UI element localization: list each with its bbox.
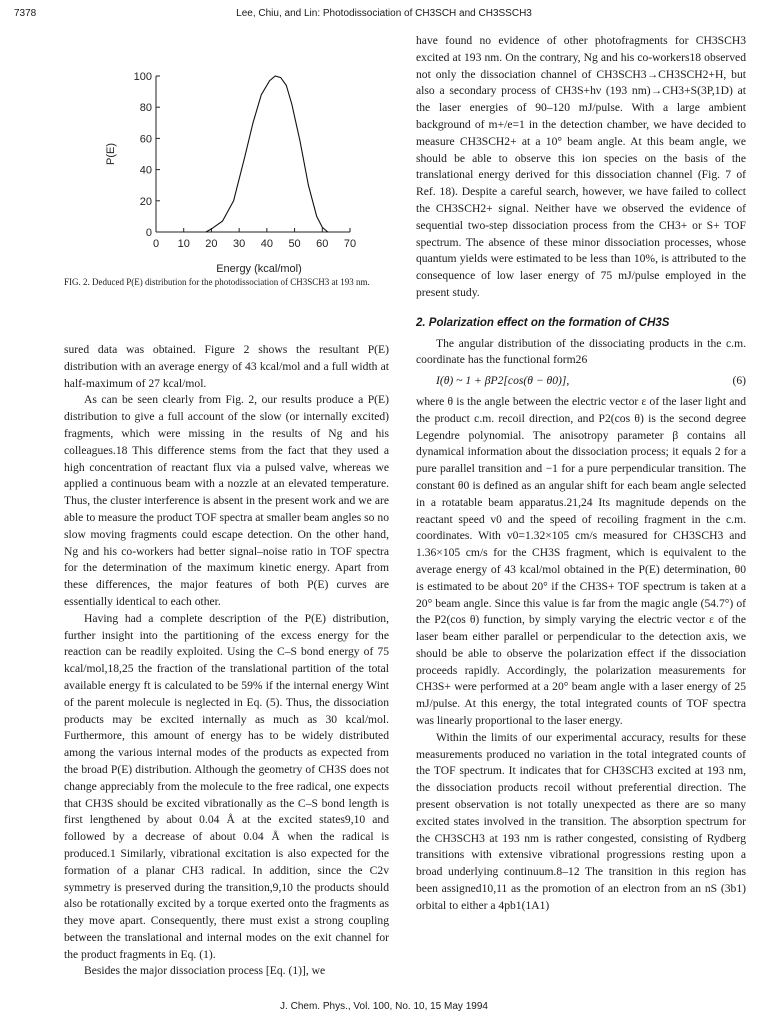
page-number: 7378	[14, 8, 37, 19]
x-tick-label: 40	[260, 238, 273, 250]
paragraph: As can be seen clearly from Fig. 2, our results produce a P(E) distribution to give a full account of the slow (or internally excited) fragments, which were missing in the results of Ng and his colleagues.18 This difference stems from the fact that they used a high concentration of reactant flux via a pulsed valve, whereas we applied a continuous beam with a nozzle at an elevated temperature. Thus, the cluster interference is absent in the present work and we are able to measure the product TOF spectra at smaller beam angles so no slow moving fragments could escape detection. On the other hand, Ng and his co-workers had better signal–noise ratio in TOF spectra for the determination of the maximum kinetic energy. Apart from these differences, the major features of both P(E) curves are essentially identical to each other.	[64, 393, 389, 608]
y-tick-label: 40	[139, 164, 152, 177]
pe-distribution-curve	[206, 76, 328, 232]
x-tick-label: 50	[288, 238, 301, 250]
x-tick-label: 20	[205, 238, 218, 250]
y-tick-label: 0	[145, 227, 152, 239]
pe-distribution-chart	[64, 60, 389, 275]
equation-6	[416, 373, 746, 390]
paragraph: sured data was obtained. Figure 2 shows the resultant P(E) distribution with an average energy of 43 kcal/mol and a full width at half-maximum of 27 kcal/mol.	[64, 343, 389, 390]
x-tick-label: 0	[152, 238, 160, 250]
right-column	[416, 33, 746, 915]
left-column	[64, 342, 389, 980]
paragraph: where θ is the angle between the electric vector ε of the laser light and the product c.m. recoil direction, and P2(cos θ) is the second degree Legendre polynomial. The anisotropy parameter β contains all dynamical information about the dissociation process; it equals 2 for a pure parallel transition and −1 for a pure perpendicular transition. The constant θ0 is defined as an angular shift for each beam angle selected in a rotatable beam apparatus.21,24 Its magnitude depends on the reactant speed v0 and the speed of recoiling fragment in the c.m. coordinates. With v0=1.32×105 cm/s measured for CH3SCH3 and 1.36×105 cm/s for the CH3S fragment, which is equivalent to the average energy of 43 kcal/mol obtained in the P(E) determination, θ0 is estimated to be about 20° if the CH3S+ TOF spectrum is taken at a 20° beam angle. Since this value is far from the magic angle (54.7°) of the P2(cos θ) function, by simply varying the electric vector ε of the laser beam either parallel or perpendicular to the detection axis, we should be able to observe the polarization effect if the dissociation proceeds rapidly. Accordingly, the polarization measurements for CH3S+ were performed at a 20° beam angle with a laser energy of 25 mJ/pulse. At this energy, the total integrated counts of TOF spectra was linearly proportional to the laser energy.	[416, 394, 746, 728]
page-header	[14, 8, 754, 26]
journal-footer: J. Chem. Phys., Vol. 100, No. 10, 15 May 1994	[280, 1001, 488, 1012]
paragraph: have found no evidence of other photofragments for CH3SCH3 excited at 193 nm. On the contrary, Ng and his co-workers18 observed not only the dissociation channel of CH3SCH3→CH3SCH2+H, but also a secondary process of CH3S+hν (193 nm)→CH3+S(3P,1D) at the laser energies of 90–120 mJ/pulse. With a large ambient background of m+/e=1 in the detection chamber, we have decided to measure CH3SCH2+ at a 10° beam angle. At this beam angle, we should be able to observe this ion species on the basis of the translational energy derived for this dissociation channel (Fig. 7 of Ref. 18). Despite a careful search, however, we have failed to collect the CH3SCH2+ signal. Neither have we observed the evidence of sequential two-step dissociation process from the CH3+ or S+ TOF spectrum. The absence of these minor dissociation processes, whose quantum yields were estimated to be less than 10%, is attributed to the consequence of low laser energy of 75 mJ/pulse employed in the present study.	[416, 34, 746, 299]
paragraph: The angular distribution of the dissociating products in the c.m. coordinate has the functional form26	[416, 336, 746, 367]
equation-number: (6)	[732, 374, 746, 388]
y-tick-label: 80	[139, 102, 152, 115]
x-tick-label: 30	[233, 238, 246, 250]
paragraph: Besides the major dissociation process [Eq. (1)], we	[84, 964, 326, 978]
x-tick-label: 70	[343, 238, 357, 250]
paragraph: Having had a complete description of the P(E) distribution, further insight into the partitioning of the excess energy for the reaction can be readily exploited. Using the C–S bond energy of 75 kcal/mol,18,25 the fraction of the translational partition of the total available energy ft is calculated to be 59% if the internal energy Wint of the parent molecule is neglected in Eq. (5). Thus, the dissociation products may be excited internally as much as 30 kcal/mol. Furthermore, this amount of energy has to be widely distributed among the various internal modes of the products as expected from the broad P(E) distribution. Although the geometry of CH3S does not change appreciably from the molecule to the free radical, one expects that CH3S should be excited vibrationally as the C–S bond length is first lengthened by about 0.04 Å at the excited states9,10 and followed by a decrease of about 0.04 Å when the radical is produced.1 Similarly, vibrational excitation is also expected for the formation of a planar CH3 radical. In addition, since the C2v symmetry is preserved during the transition,9,10 the products should also be rotationally excited by a torque exerted onto the fragments as they move apart. Consequently, there must exist a strong coupling between the translational and internal modes on the exit channel for the product fragments in Eq. (1).	[64, 611, 389, 961]
figure-2	[64, 60, 389, 310]
running-head: Lee, Chiu, and Lin: Photodissociation of CH3SCH and CH3SSCH3	[236, 8, 532, 19]
x-axis-label: Energy (kcal/mol)	[216, 263, 302, 275]
figure-caption: FIG. 2. Deduced P(E) distribution for the photodissociation of CH3SCH3 at 193 nm.	[64, 277, 370, 287]
paragraph: Within the limits of our experimental accuracy, results for these measurements produced no variation in the total integrated counts of the TOF spectrum. It indicates that for CH3SCH3 excited at 193 nm, the dissociation products recoil without preferential direction. The present observation is not totally unexpected as there are so many excited states involved in the transition. The absorption spectrum for the CH3SCH3 at 193 nm is rather congested, consisting of Rydberg transitions with extensive vibrational progressions resting upon a broad underlying continuum.8–12 The transition in this region has been assigned10,11 as the promotion of an electron from an nS (3b1) orbital to either a 4pb1(1A1)	[416, 730, 746, 912]
section-heading: 2. Polarization effect on the formation of CH3S	[416, 316, 670, 329]
x-tick-label: 60	[316, 238, 329, 250]
equation-text: I(θ) ~ 1 + βP2[cos(θ − θ0)],	[436, 374, 570, 388]
y-axis-label: P(E)	[105, 143, 117, 165]
y-tick-label: 60	[139, 133, 152, 146]
x-tick-label: 10	[177, 238, 190, 250]
y-tick-label: 20	[139, 195, 152, 208]
y-tick-label: 100	[133, 71, 152, 83]
